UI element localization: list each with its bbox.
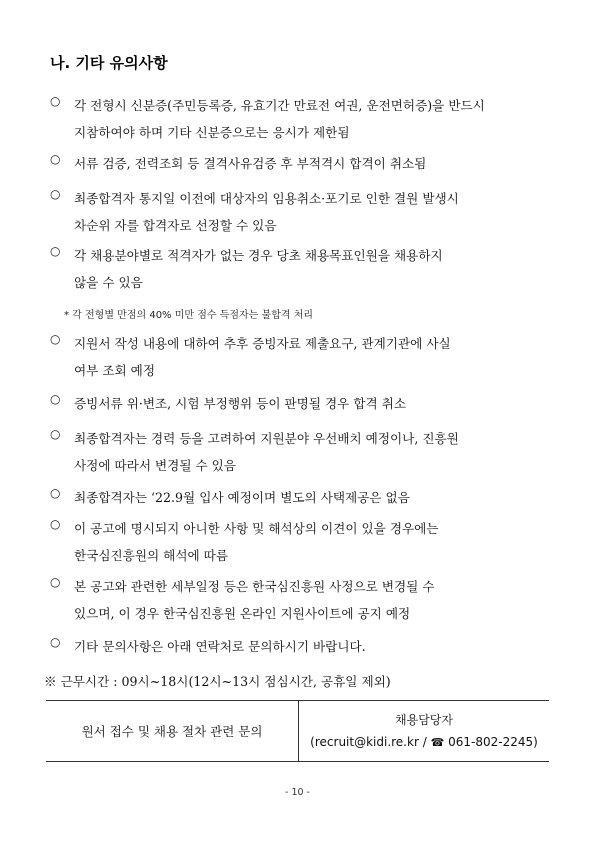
list-item (50, 330, 566, 384)
item-line: 최종합격자는 ‘22.9월 입사 예정이며 별도의 사택제공은 없음 (74, 490, 410, 505)
list-item (50, 185, 566, 239)
item-line: 여부 조회 예정 (74, 363, 155, 378)
list-item (50, 573, 566, 627)
item-line: 차순위 자를 합격자로 선정할 수 있음 (74, 218, 277, 233)
page-number: - 10 - (285, 787, 310, 798)
item-line: 사정에 따라서 변경될 수 있음 (74, 458, 236, 473)
bullet: ○ (50, 187, 61, 201)
item-line: 않을 수 있음 (74, 275, 143, 290)
item-line: 지원서 작성 내용에 대하여 추후 증빙자료 제출요구, 관계기관에 사실 (74, 336, 451, 351)
item-line: 지참하여야 하며 기타 신분증으로는 응시가 제한됨 (74, 125, 350, 140)
item-line: 있으며, 이 경우 한국심진흥원 온라인 지원사이트에 공지 예정 (74, 606, 411, 621)
bullet: ○ (50, 517, 61, 531)
contact-details (299, 701, 550, 762)
contact-email[interactable]: (recruit@kidi.re.kr (310, 734, 419, 749)
contact-separator: / (422, 734, 427, 749)
section-heading: 나. 기타 유의사항 (50, 54, 168, 72)
bullet: ○ (50, 635, 61, 649)
contact-table (46, 700, 549, 762)
bullet: ○ (50, 427, 61, 441)
contact-person: 채용담당자 (395, 712, 453, 727)
phone-icon: ☎ (430, 735, 445, 749)
list-item (50, 390, 566, 417)
bullet: ○ (50, 332, 61, 346)
item-line: 서류 검증, 전력조회 등 결격사유검증 후 부적격시 합격이 취소됨 (74, 156, 427, 171)
bullet: ○ (50, 94, 61, 108)
list-item (50, 484, 566, 511)
item-line: 본 공고와 관련한 세부일정 등은 한국심진흥원 사정으로 변경될 수 (74, 579, 435, 594)
bullet: ○ (50, 486, 61, 500)
bullet: ○ (50, 392, 61, 406)
bullet: ○ (50, 244, 61, 258)
contact-label: 원서 접수 및 채용 절차 관련 문의 (46, 701, 299, 762)
item-line: 증빙서류 위·변조, 시험 부정행위 등이 판명될 경우 합격 취소 (74, 396, 407, 411)
list-item (50, 242, 566, 296)
item-line: 최종합격자는 경력 등을 고려하여 지원분야 우선배치 예정이나, 진흥원 (74, 431, 459, 446)
item-line: 기타 문의사항은 아래 연락처로 문의하시기 바랍니다. (74, 639, 366, 654)
contact-phone: 061-802-2245) (448, 734, 538, 749)
footnote: * 각 전형별 만점의 40% 미만 점수 득점자는 불합격 처리 (64, 310, 314, 321)
item-line: 최종합격자 통지일 이전에 대상자의 임용취소·포기로 인한 결원 발생시 (74, 191, 459, 206)
list-item (50, 150, 566, 177)
list-item (50, 633, 566, 660)
work-hours-note: ※ 근무시간 : 09시~18시(12시~13시 점심시간, 공휴일 제외) (44, 674, 391, 689)
item-line: 한국심진흥원의 해석에 따름 (74, 548, 228, 563)
list-item (50, 92, 566, 146)
list-item (50, 515, 566, 569)
item-line: 각 채용분야별로 적격자가 없는 경우 당초 채용목표인원을 채용하지 (74, 248, 443, 263)
item-line: 각 전형시 신분증(주민등록증, 유효기간 만료전 여권, 운전면허증)을 반드시 (74, 98, 485, 113)
item-line: 이 공고에 명시되지 아니한 사항 및 해석상의 이견이 있을 경우에는 (74, 521, 439, 536)
bullet: ○ (50, 575, 61, 589)
list-item (50, 425, 566, 479)
contact-line (299, 731, 549, 754)
bullet: ○ (50, 152, 61, 166)
